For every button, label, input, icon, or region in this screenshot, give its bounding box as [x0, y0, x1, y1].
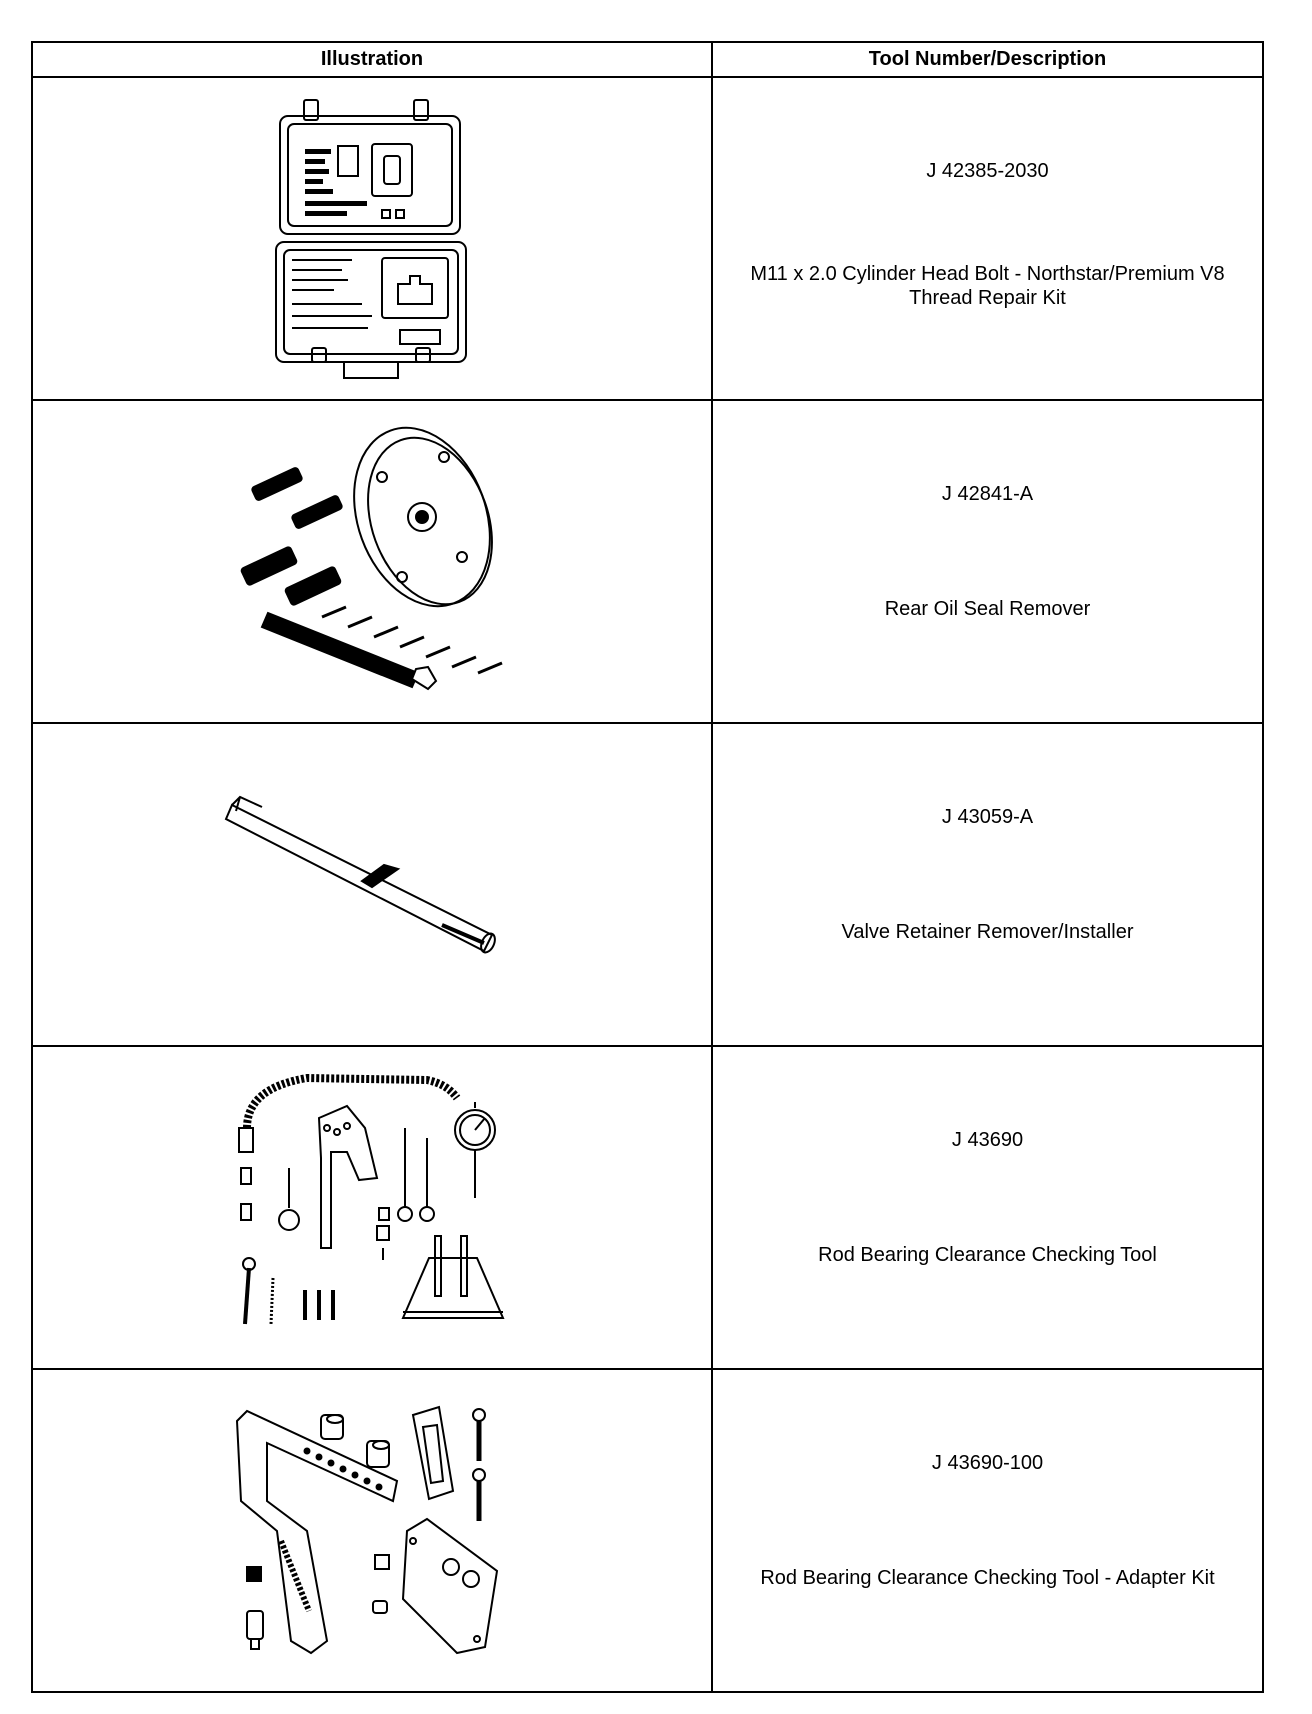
adapter-kit-icon — [227, 1391, 517, 1671]
table-row — [32, 1369, 1263, 1692]
tool-description: Valve Retainer Remover/Installer — [841, 921, 1134, 943]
tool-number: J 42841-A — [941, 483, 1034, 505]
header-illustration: Illustration — [32, 42, 712, 77]
illustration-cell — [32, 77, 712, 400]
tool-description: Rear Oil Seal Remover — [884, 598, 1091, 620]
illustration-cell — [32, 1046, 712, 1369]
oil-seal-remover-icon — [222, 417, 522, 707]
table-row — [32, 1046, 1263, 1369]
description-cell — [712, 77, 1263, 400]
header-tool-number-description: Tool Number/Description — [712, 42, 1263, 77]
tool-number: J 42385-2030 — [926, 160, 1049, 182]
description-cell — [712, 1369, 1263, 1692]
description-cell — [712, 1046, 1263, 1369]
thread-repair-kit-case-icon — [272, 94, 472, 384]
tool-description: Rod Bearing Clearance Checking Tool - Adapter Kit — [760, 1567, 1215, 1589]
tool-number: J 43059-A — [941, 806, 1034, 828]
table-row — [32, 723, 1263, 1046]
tool-number: J 43690 — [951, 1129, 1024, 1151]
table-row — [32, 77, 1263, 400]
tool-number: J 43690-100 — [931, 1452, 1044, 1474]
rod-bearing-checking-tool-icon — [227, 1068, 517, 1348]
description-cell — [712, 400, 1263, 723]
illustration-cell — [32, 400, 712, 723]
description-cell — [712, 723, 1263, 1046]
illustration-cell — [32, 1369, 712, 1692]
valve-retainer-tool-icon — [222, 785, 522, 985]
header-row — [32, 42, 1263, 77]
table-row — [32, 400, 1263, 723]
tool-description: M11 x 2.0 Cylinder Head Bolt - Northstar/Premium V8 Thread Repair Kit — [750, 263, 1225, 309]
illustration-cell — [32, 723, 712, 1046]
tool-description: Rod Bearing Clearance Checking Tool — [818, 1244, 1157, 1266]
special-tools-table — [31, 41, 1264, 1693]
